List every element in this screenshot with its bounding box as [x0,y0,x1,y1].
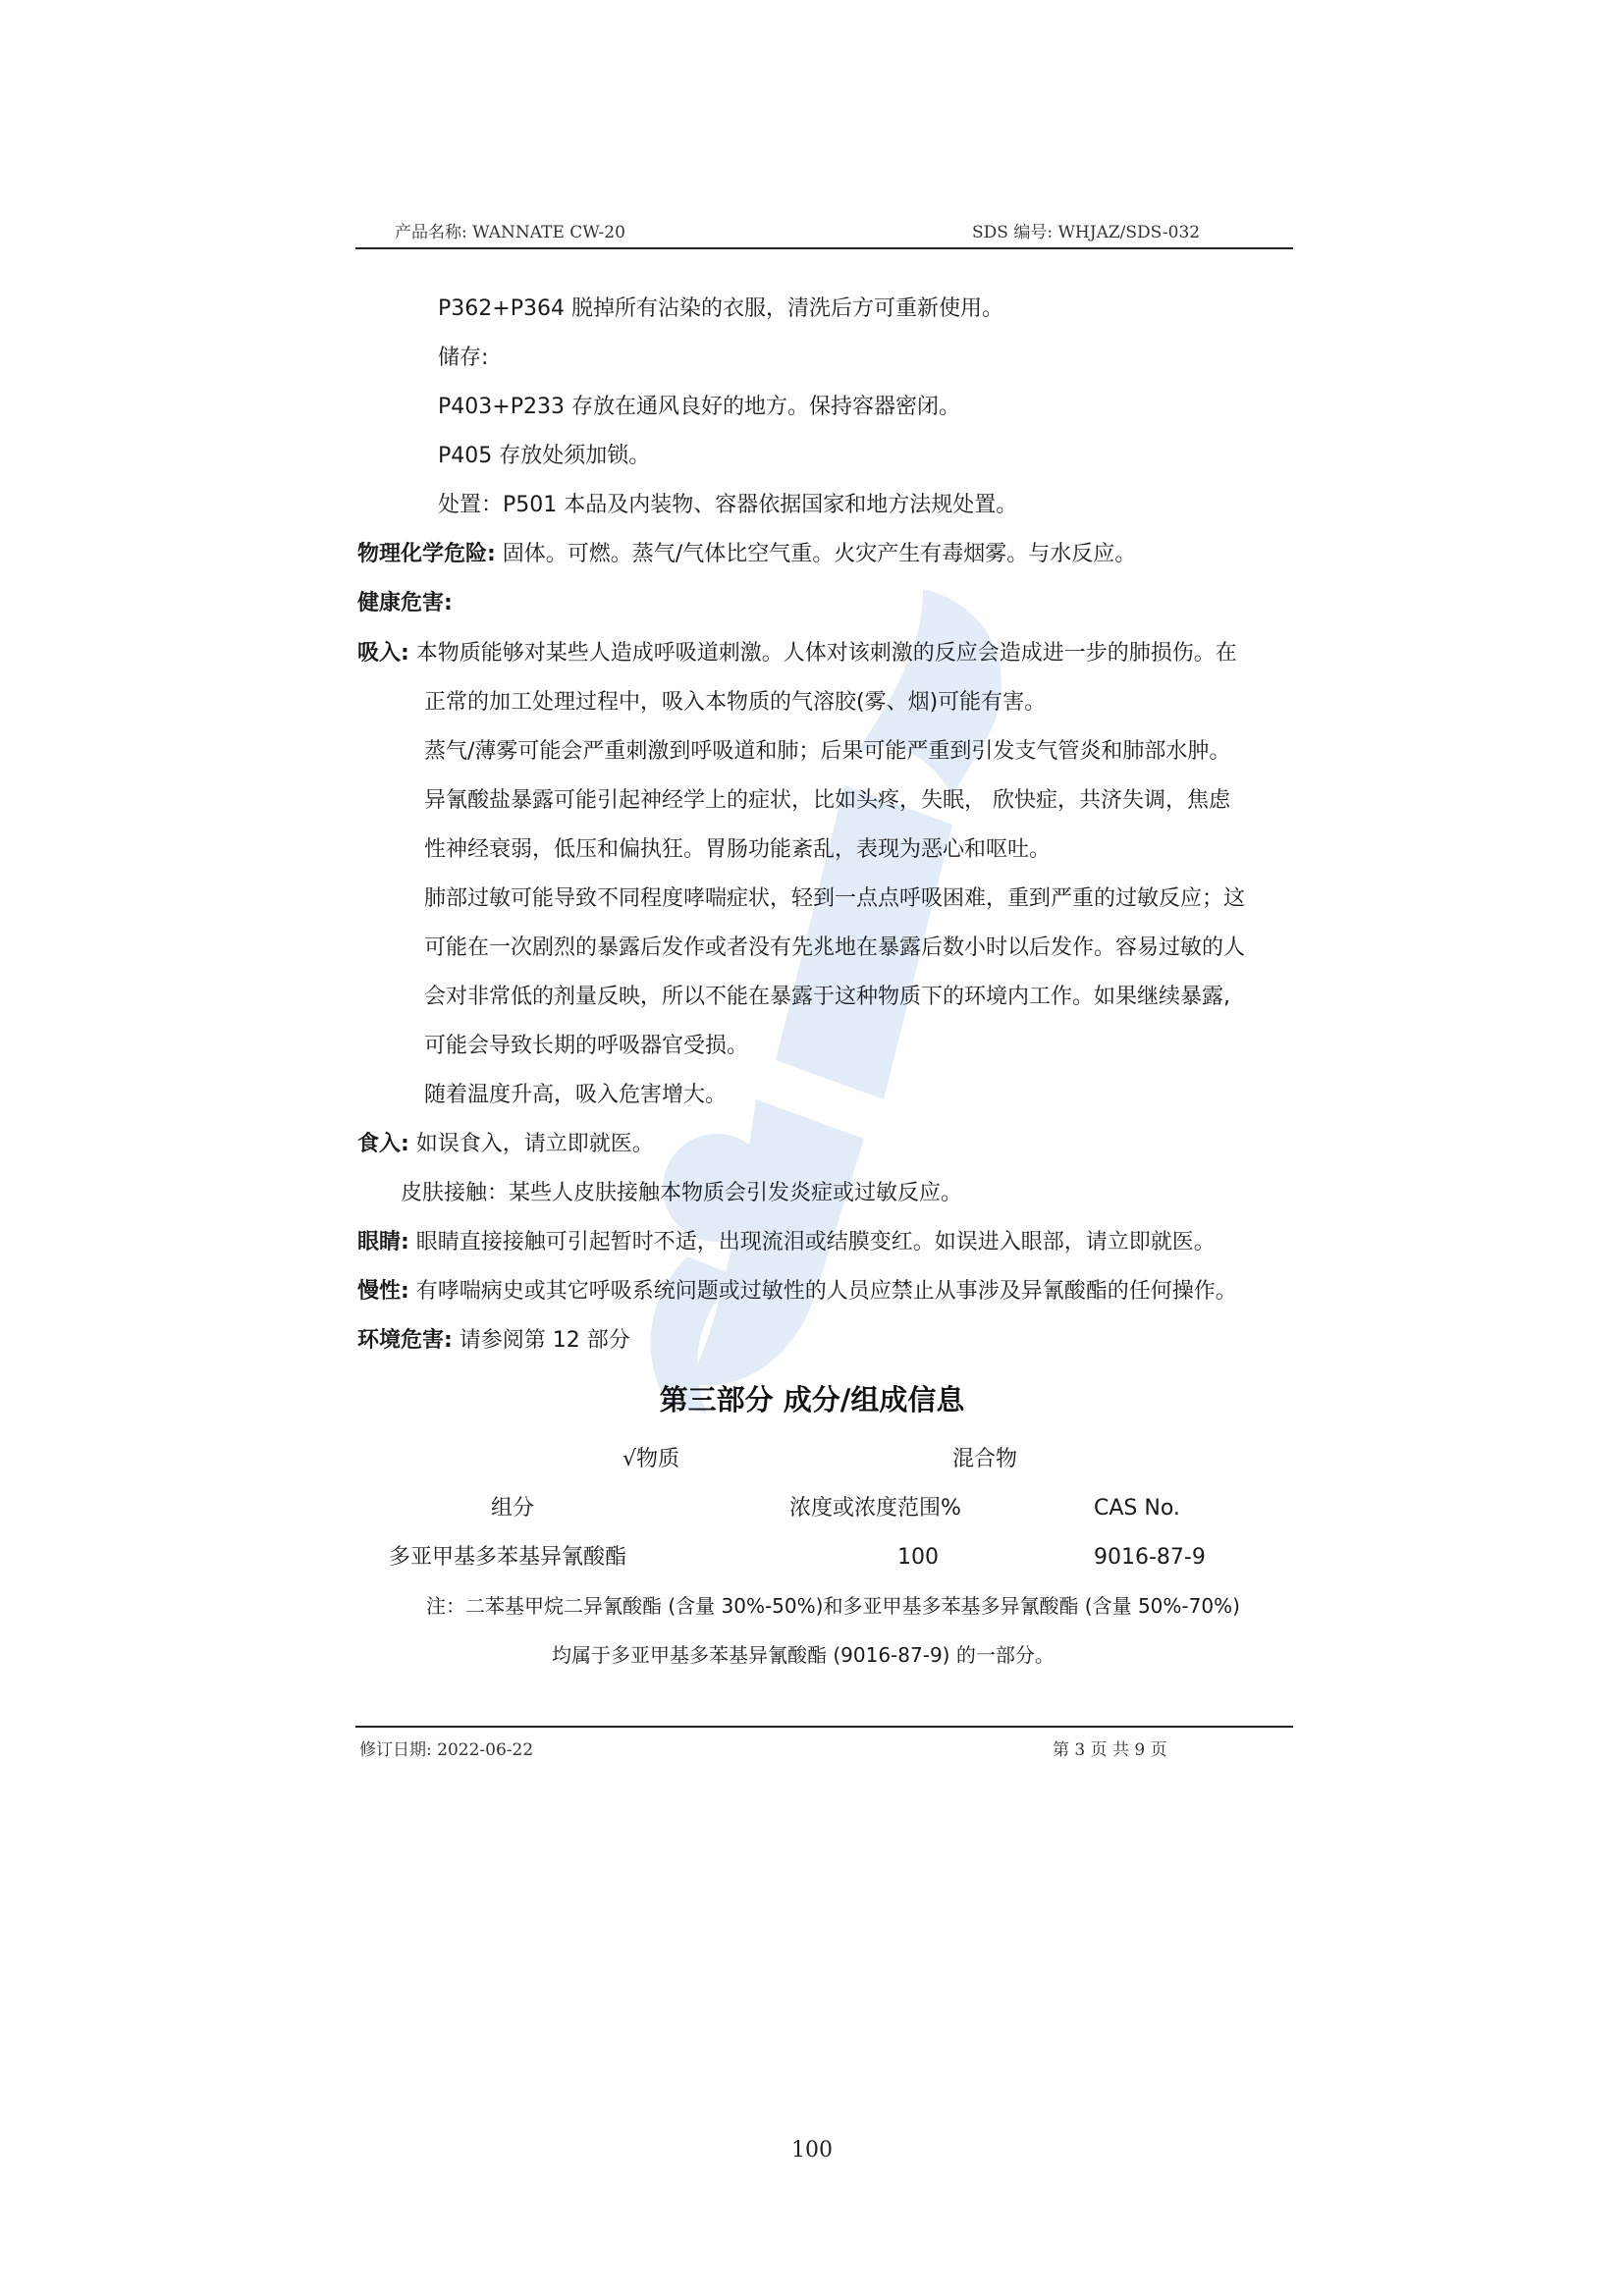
physchem-hazard [357,540,1136,569]
chronic-hazard [357,1277,1237,1307]
inhalation-line: 肺部过敏可能导致不同程度哮喘症状，轻到一点点呼吸困难，重到严重的过敏反应；这 [424,886,1246,911]
inhalation-text: 本物质能够对某些人造成呼吸道刺激。人体对该刺激的反应会造成进一步的肺损伤。在 [408,641,1237,666]
composition-note-line: 注：二苯基甲烷二异氰酸酯 (含量 30%-50%)和多亚甲基多苯基多异氰酸酯 (含量 50%-70%) [426,1594,1240,1618]
inhalation-line: 随着温度升高，吸入危害增大。 [424,1083,728,1107]
ingestion-hazard [357,1130,654,1159]
precaution-line: 储存: [438,346,489,370]
inhalation-line: 会对非常低的剂量反映，所以不能在暴露于这种物质下的环境内工作。如果继续暴露, [424,985,1230,1009]
page-number: 100 [791,2138,833,2163]
precaution-line: 处置：P501 本品及内装物、容器依据国家和地方法规处置。 [438,493,1018,517]
chronic-label: 慢性: [357,1279,409,1304]
component-cas-number: 9016-87-9 [1094,1545,1206,1570]
page-count: 第 3 页 共 9 页 [1053,1740,1167,1760]
component-name: 多亚甲基多苯基异氰酸酯 [389,1545,627,1570]
inhalation-line: 可能会导致长期的呼吸器官受损。 [424,1034,749,1058]
column-header-cas: CAS No. [1094,1496,1180,1521]
precaution-line: P403+P233 存放在通风良好的地方。保持容器密闭。 [438,395,960,419]
column-header-concentration: 浓度或浓度范围% [789,1496,961,1521]
eye-hazard [357,1228,1216,1257]
ingestion-label: 食入: [357,1132,409,1156]
skin-contact-hazard: 皮肤接触：某些人皮肤接触本物质会引发炎症或过敏反应。 [401,1181,963,1205]
column-header-component: 组分 [491,1496,535,1521]
page-header [355,214,1293,249]
ingestion-text: 如误食入，请立即就医。 [408,1132,654,1156]
chronic-text: 有哮喘病史或其它呼吸系统问题或过敏性的人员应禁止从事涉及异氰酸酯的任何操作。 [408,1279,1237,1304]
precaution-line: P405 存放处须加锁。 [438,444,651,468]
header-sds-number: SDS 编号: WHJAZ/SDS-032 [972,223,1201,242]
eye-label: 眼睛: [357,1230,409,1255]
inhalation-line: 性神经衰弱，低压和偏执狂。胃肠功能紊乱，表现为恶心和呕吐。 [424,837,1052,862]
inhalation-line: 蒸气/薄雾可能会严重刺激到呼吸道和肺；后果可能严重到引发支气管炎和肺部水肿。 [424,739,1231,764]
physchem-hazard-label: 物理化学危险: [357,542,496,566]
component-concentration: 100 [897,1545,939,1570]
revision-date: 修订日期: 2022-06-22 [359,1740,534,1760]
inhalation-hazard [357,639,1237,668]
section-3-title: 第三部分 成分/组成信息 [659,1383,965,1416]
precaution-line: P362+P364 脱掉所有沾染的衣服，清洗后方可重新使用。 [438,296,1003,321]
environment-hazard [357,1326,630,1356]
composition-note-line: 均属于多亚甲基多苯基异氰酸酯 (9016-87-9) 的一部分。 [552,1643,1055,1667]
inhalation-line: 异氰酸盐暴露可能引起神经学上的症状，比如头疼，失眠， 欣快症，共济失调，焦虑 [424,788,1230,813]
environment-label: 环境危害: [357,1328,453,1353]
environment-text: 请参阅第 12 部分 [452,1328,630,1353]
page-footer [355,1726,1293,1761]
health-hazard-label: 健康危害: [357,591,453,615]
physchem-hazard-text: 固体。可燃。蒸气/气体比空气重。火灾产生有毒烟雾。与水反应。 [495,542,1137,566]
inhalation-line: 正常的加工处理过程中，吸入本物质的气溶胶(雾、烟)可能有害。 [424,690,1047,715]
header-product-name: 产品名称: WANNATE CW-20 [395,223,625,242]
mixture-label: 混合物 [952,1447,1018,1471]
substance-checkbox-label: √物质 [623,1447,680,1471]
inhalation-line: 可能在一次剧烈的暴露后发作或者没有先兆地在暴露后数小时以后发作。容易过敏的人 [424,935,1246,960]
inhalation-label: 吸入: [357,641,409,666]
eye-text: 眼睛直接接触可引起暂时不适，出现流泪或结膜变红。如误进入眼部，请立即就医。 [408,1230,1216,1255]
health-hazard-heading [357,589,453,618]
